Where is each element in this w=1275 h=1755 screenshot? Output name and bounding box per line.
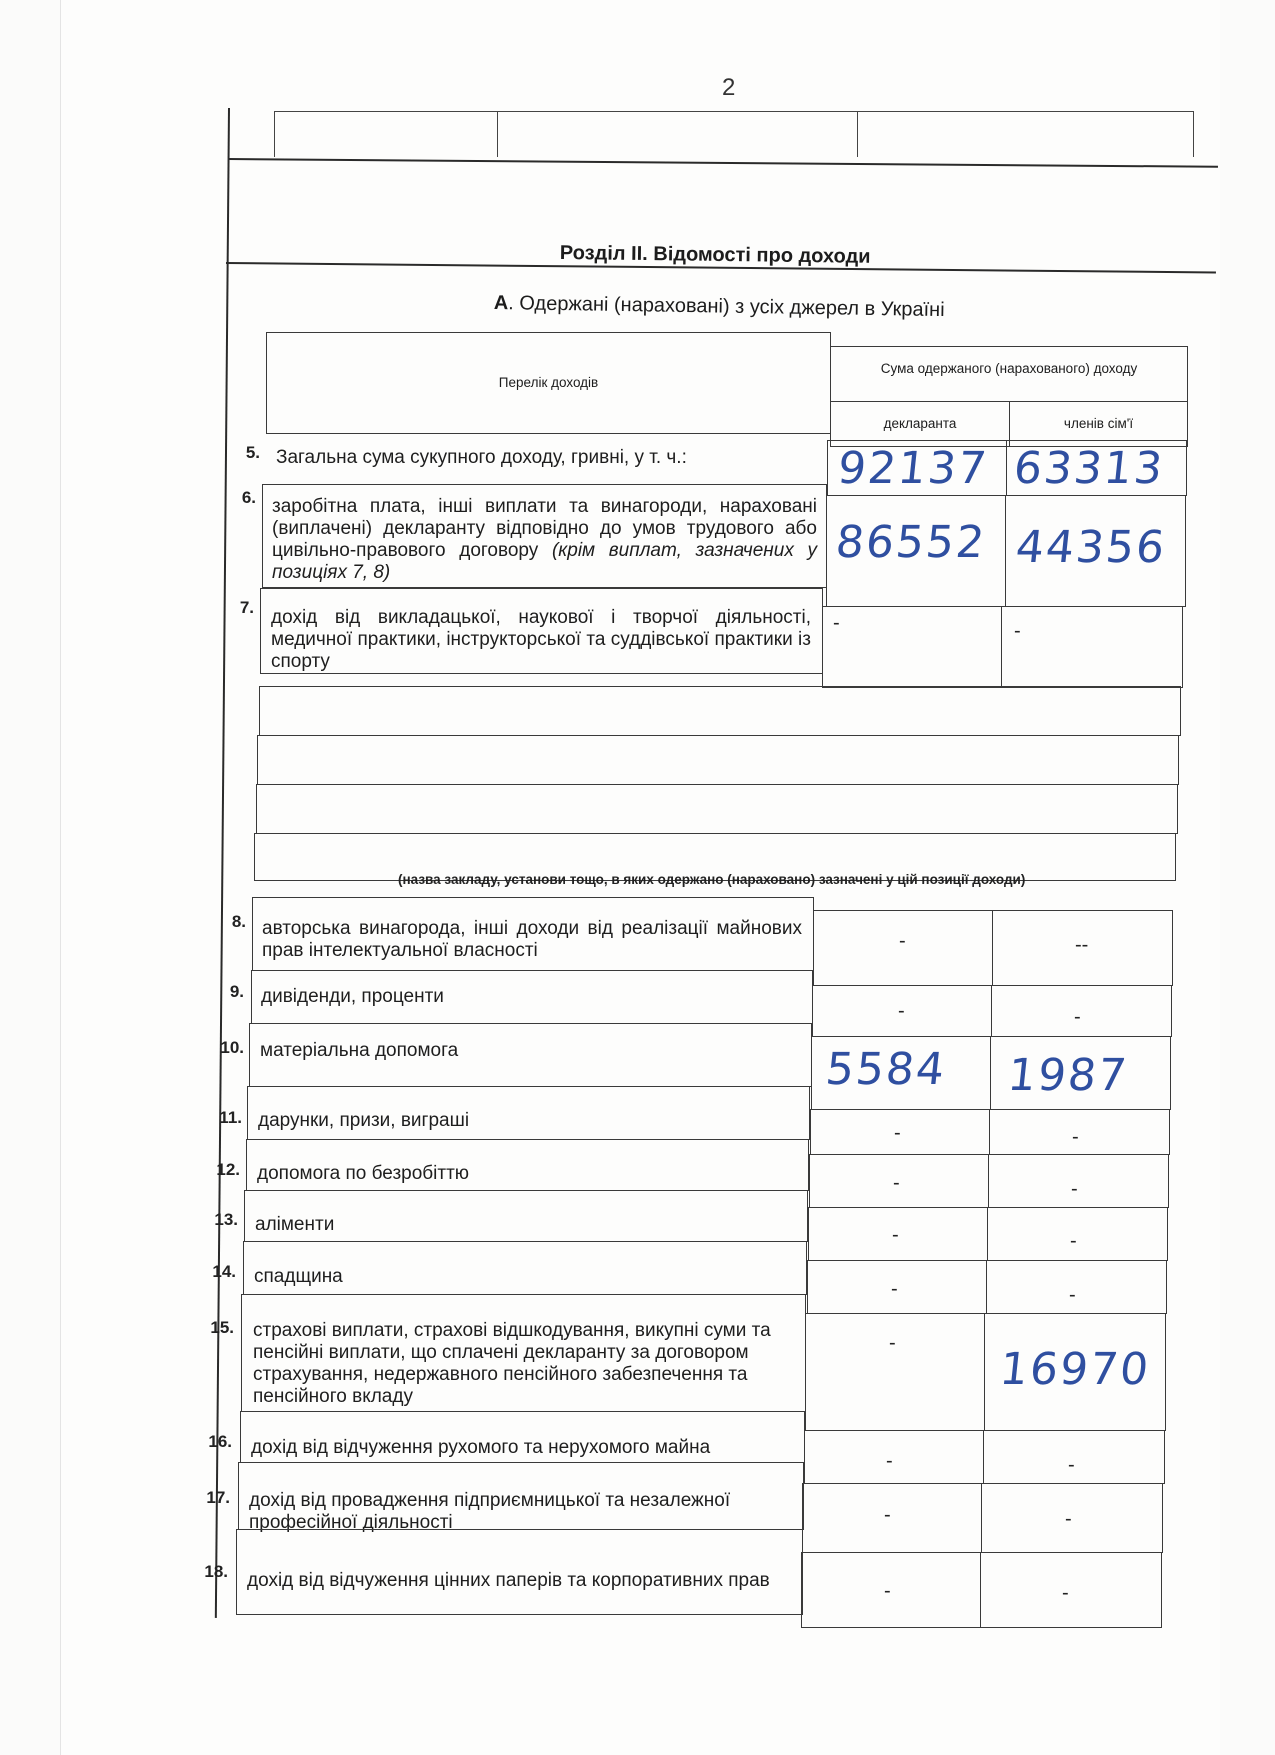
row-family-cell bbox=[987, 1207, 1168, 1261]
row-number: 15. bbox=[210, 1318, 234, 1337]
header-declarant-label: декларанта bbox=[883, 416, 957, 431]
row-number: 8. bbox=[231, 912, 246, 931]
row-number: 12. bbox=[216, 1160, 240, 1179]
row-label: страхові виплати, страхові відшкодування, викупні суми та пенсійні виплати, що сплачені декларанту за договором страхування, недержавного пенсійного забезпечення та пенсійного вкладу bbox=[253, 1320, 771, 1407]
row-family-value: - bbox=[1014, 620, 1021, 642]
row-family-value: 63313 bbox=[1011, 443, 1167, 494]
row-family-value: - bbox=[1072, 1126, 1079, 1148]
row-number: 6. bbox=[241, 488, 256, 507]
row-number: 17. bbox=[206, 1488, 230, 1507]
row-declarant-cell bbox=[804, 1430, 984, 1484]
row-label: дохід від відчуження цінних паперів та корпоративних прав bbox=[247, 1570, 770, 1591]
header-family-label: членів сім'ї bbox=[1063, 416, 1134, 431]
row-number: 14. bbox=[212, 1262, 236, 1281]
row-label: матеріальна допомога bbox=[260, 1040, 459, 1061]
blank-row bbox=[259, 686, 1181, 736]
row-declarant-cell bbox=[802, 1483, 982, 1553]
row-declarant-value: 5584 bbox=[823, 1044, 949, 1095]
row-family-value: - bbox=[1069, 1284, 1076, 1306]
row-label: дохід від провадження підприємницької та незалежної професійної діяльності bbox=[249, 1490, 731, 1533]
row-label: дарунки, призи, виграші bbox=[258, 1110, 470, 1131]
section-subtitle: А. Одержані (нараховані) з усіх джерел в Україні bbox=[493, 292, 945, 322]
row-declarant-value: - bbox=[899, 930, 906, 952]
row-number: 13. bbox=[214, 1210, 238, 1229]
row-declarant-value: - bbox=[889, 1332, 896, 1354]
row-declarant-value: - bbox=[884, 1504, 891, 1526]
row-label: аліменти bbox=[255, 1214, 335, 1235]
row-family-value: - bbox=[1071, 1178, 1078, 1200]
page-number: 2 bbox=[722, 74, 736, 101]
row-number: 7. bbox=[239, 598, 254, 617]
row-family-value: 16970 bbox=[997, 1344, 1153, 1395]
row-family-cell bbox=[989, 1109, 1170, 1155]
row-number: 10. bbox=[220, 1038, 244, 1057]
institution-note: (назва закладу, установи тощо, в яких одержано (нараховано) зазначені у цій позиції доходи) bbox=[398, 872, 1026, 887]
row-label: дохід від відчуження рухомого та нерухомого майна bbox=[251, 1437, 711, 1458]
header-sum-label: Сума одержаного (нарахованого) доходу bbox=[880, 361, 1138, 376]
row-declarant-cell bbox=[801, 1552, 981, 1628]
row-family-value: 44356 bbox=[1013, 522, 1169, 573]
row-label: спадщина bbox=[254, 1266, 343, 1287]
row-declarant-value: - bbox=[894, 1122, 901, 1144]
row-family-value: - bbox=[1074, 1006, 1081, 1028]
row-declarant-value: - bbox=[898, 1000, 905, 1022]
blank-row bbox=[256, 784, 1178, 834]
row-family-cell bbox=[1001, 606, 1183, 688]
row-declarant-value: - bbox=[833, 612, 840, 634]
row-label: дохід від викладацької, наукової і творчої діяльності, медичної практики, інструкторської та суддівської практики із спорту bbox=[271, 607, 811, 672]
row-number: 18. bbox=[204, 1562, 228, 1581]
row-family-value: -- bbox=[1075, 934, 1089, 956]
row-declarant-value: - bbox=[886, 1450, 893, 1472]
row-declarant-value: - bbox=[891, 1278, 898, 1300]
row-declarant-value: - bbox=[884, 1580, 891, 1602]
row-family-cell bbox=[980, 1552, 1162, 1628]
row-family-value: - bbox=[1070, 1230, 1077, 1252]
row-family-value: - bbox=[1062, 1582, 1069, 1604]
row-declarant-cell bbox=[822, 606, 1002, 688]
row-declarant-cell bbox=[805, 1313, 985, 1431]
row-label: заробітна плата, інші виплати та винагороди, нараховані (виплачені) декларанту відповідно до умов трудового або цивільно-правового договору (крім виплат, зазначених у позиціях 7, 8) bbox=[272, 496, 817, 583]
row-label: Загальна сума сукупного доходу, гривні, у т. ч.: bbox=[276, 447, 687, 468]
row-label: допомога по безробіттю bbox=[257, 1163, 470, 1184]
row-number: 16. bbox=[208, 1432, 232, 1451]
row-family-cell bbox=[981, 1483, 1163, 1553]
row-family-value: 1987 bbox=[1005, 1050, 1131, 1101]
header-sum-cell bbox=[830, 346, 1188, 402]
header-list-cell bbox=[266, 332, 831, 434]
row-number: 9. bbox=[229, 982, 244, 1001]
header-list-label: Перелік доходів bbox=[498, 375, 599, 390]
row-family-value: - bbox=[1068, 1454, 1075, 1476]
section-title: Розділ ІІ. Відомості про доходи bbox=[559, 242, 871, 268]
row-number: 5. bbox=[245, 443, 260, 462]
row-declarant-value: - bbox=[892, 1224, 899, 1246]
row-number: 11. bbox=[219, 1108, 242, 1127]
row-family-value: - bbox=[1065, 1508, 1072, 1530]
row-family-cell bbox=[988, 1154, 1169, 1208]
blank-row bbox=[257, 735, 1179, 785]
row-declarant-value: 92137 bbox=[835, 443, 991, 494]
row-family-cell bbox=[986, 1260, 1167, 1314]
row-label: авторська винагорода, інші доходи від реалізації майнових прав інтелектуальної власності bbox=[262, 918, 802, 961]
row-family-cell bbox=[991, 985, 1172, 1037]
row-declarant-value: - bbox=[893, 1172, 900, 1194]
row-declarant-value: 86552 bbox=[833, 517, 989, 568]
row-label: дивіденди, проценти bbox=[261, 986, 444, 1007]
